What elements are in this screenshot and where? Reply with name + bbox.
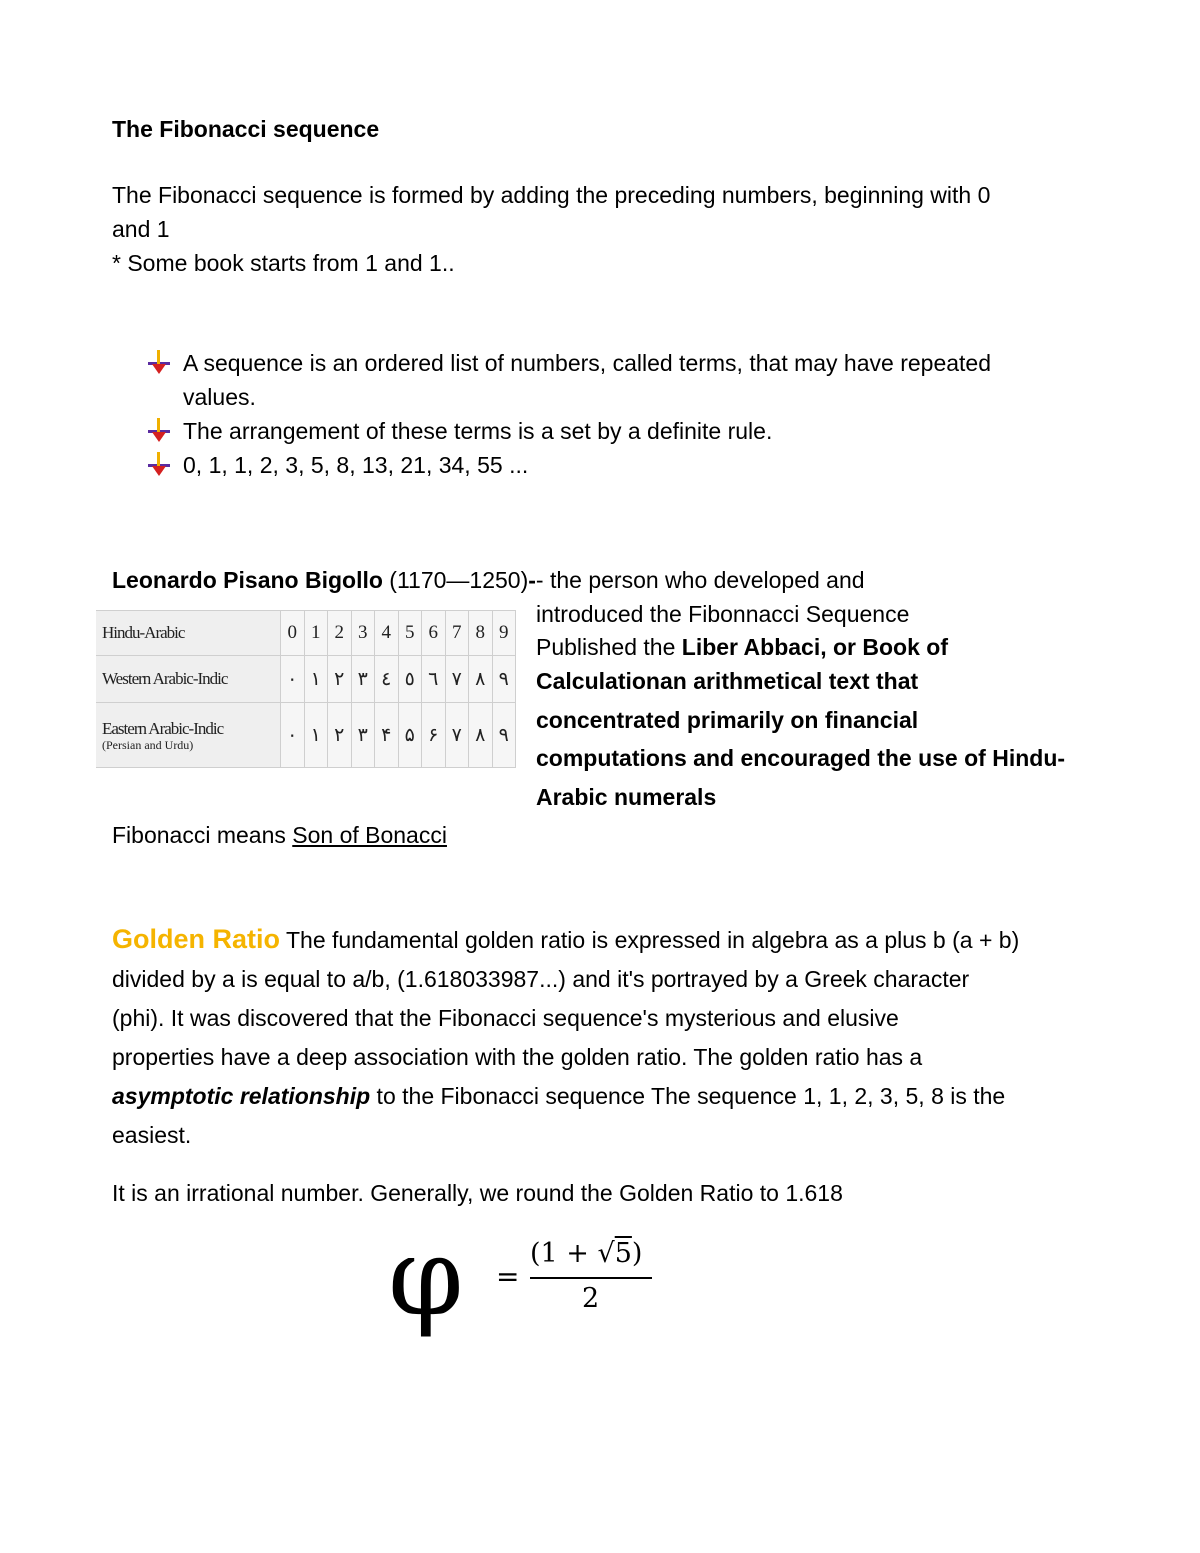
- leonardo-dash: -: [528, 567, 536, 593]
- leonardo-line: [112, 563, 865, 597]
- formula-numerator: [530, 1236, 642, 1272]
- golden-line-6: easiest.: [112, 1122, 192, 1148]
- intro-line-2: and 1: [112, 216, 170, 242]
- digit-cell: ۲: [328, 703, 352, 768]
- digit-cell: 5: [398, 611, 422, 656]
- irrational-note: It is an irrational number. Generally, we round the Golden Ratio to 1.618: [112, 1180, 843, 1206]
- digit-cell: ۰: [281, 703, 305, 768]
- digit-cell: ۵: [398, 703, 422, 768]
- leonardo-line-2: introduced the Fibonnacci Sequence: [536, 601, 910, 627]
- bullet-text: 0, 1, 1, 2, 3, 5, 8, 13, 21, 34, 55 ...: [183, 452, 529, 478]
- book-desc-line: Arabic numerals: [536, 784, 717, 810]
- numeral-systems-table: [96, 610, 516, 768]
- leonardo-name: Leonardo Pisano Bigollo: [112, 567, 383, 593]
- meaning-underlined: Son of Bonacci: [292, 822, 447, 848]
- golden-ratio-title: Golden Ratio: [112, 924, 280, 954]
- fraction-bar: [530, 1277, 652, 1279]
- digit-cell: 8: [469, 611, 493, 656]
- list-item: [145, 346, 991, 414]
- digit-cell: ۸: [469, 703, 493, 768]
- row-label: [96, 703, 281, 768]
- page-title: The Fibonacci sequence: [112, 116, 380, 142]
- asymptotic-term: asymptotic relationship: [112, 1083, 371, 1109]
- arrow-down-icon: [145, 346, 173, 380]
- digit-cell: 0: [281, 611, 305, 656]
- numerator-close: ): [631, 1238, 643, 1269]
- golden-line-4: properties have a deep association with the golden ratio. The golden ratio has a: [112, 1044, 923, 1070]
- digit-cell: ۹: [492, 703, 516, 768]
- digit-cell: ۶: [422, 703, 446, 768]
- row-label: Hindu-Arabic: [96, 611, 281, 656]
- digit-cell: ٧: [445, 656, 469, 703]
- digit-cell: ٢: [328, 656, 352, 703]
- sqrt-symbol: √: [597, 1238, 615, 1269]
- table-row: [96, 656, 516, 703]
- golden-line-5: to the Fibonacci sequence The sequence 1, 1, 2, 3, 5, 8 is the: [370, 1083, 1006, 1109]
- golden-line-2: divided by a is equal to a/b, (1.618033987...) and it's portrayed by a Greek character: [112, 966, 970, 992]
- digit-cell: ٣: [351, 656, 375, 703]
- golden-ratio-paragraph: [112, 920, 1092, 1155]
- arrow-down-icon: [145, 414, 173, 448]
- bullet-text: The arrangement of these terms is a set by a definite rule.: [183, 418, 773, 444]
- leonardo-years: (1170—1250): [389, 567, 529, 593]
- row-sublabel: (Persian and Urdu): [102, 738, 194, 753]
- list-item: [145, 448, 528, 482]
- fibonacci-meaning: [112, 818, 447, 852]
- digit-cell: 4: [375, 611, 399, 656]
- digit-cell: ١: [304, 656, 328, 703]
- digit-cell: 2: [328, 611, 352, 656]
- digit-cell: ۱: [304, 703, 328, 768]
- bullet-text: A sequence is an ordered list of numbers, called terms, that may have repeated: [183, 350, 991, 376]
- golden-line-1: The fundamental golden ratio is expressed in algebra as a plus b (a + b): [280, 927, 1020, 953]
- book-title: Liber Abbaci, or Book of: [681, 634, 948, 660]
- intro-line-1: The Fibonacci sequence is formed by adding the preceding numbers, beginning with 0: [112, 182, 991, 208]
- digit-cell: 1: [304, 611, 328, 656]
- leonardo-after: - the person who developed and: [535, 567, 865, 593]
- equals-sign: =: [496, 1260, 520, 1293]
- arrow-down-icon: [145, 448, 173, 482]
- phi-symbol: φ: [388, 1215, 464, 1340]
- digit-cell: ٩: [492, 656, 516, 703]
- bullet-text: values.: [183, 384, 256, 410]
- digit-cell: ۴: [375, 703, 399, 768]
- published-line: [536, 630, 948, 664]
- digit-cell: ۷: [445, 703, 469, 768]
- book-desc-line: concentrated primarily on financial: [536, 707, 919, 733]
- digit-cell: ٦: [422, 656, 446, 703]
- meaning-prefix: Fibonacci means: [112, 822, 293, 848]
- row-label: Western Arabic-Indic: [96, 656, 281, 703]
- intro-note: * Some book starts from 1 and 1..: [112, 250, 455, 276]
- golden-line-3: (phi). It was discovered that the Fibonacci sequence's mysterious and elusive: [112, 1005, 899, 1031]
- digit-cell: ٨: [469, 656, 493, 703]
- digit-cell: 7: [445, 611, 469, 656]
- book-desc-line: Calculationan arithmetical text that: [536, 668, 919, 694]
- book-desc-line: computations and encouraged the use of Hindu-: [536, 745, 1066, 771]
- digit-cell: ٤: [375, 656, 399, 703]
- digit-cell: ٠: [281, 656, 305, 703]
- radicand: 5: [614, 1238, 632, 1269]
- list-item: [145, 414, 772, 448]
- row-label-text: Eastern Arabic-Indic: [102, 719, 224, 739]
- digit-cell: 3: [351, 611, 375, 656]
- digit-cell: ٥: [398, 656, 422, 703]
- table-row: [96, 703, 516, 768]
- digit-cell: 6: [422, 611, 446, 656]
- table-row: [96, 611, 516, 656]
- formula-denominator: 2: [582, 1283, 600, 1314]
- numerator-open: (1 +: [530, 1238, 598, 1269]
- digit-cell: ۳: [351, 703, 375, 768]
- golden-ratio-formula: [388, 1215, 678, 1348]
- digit-cell: 9: [492, 611, 516, 656]
- published-prefix: Published the: [536, 634, 682, 660]
